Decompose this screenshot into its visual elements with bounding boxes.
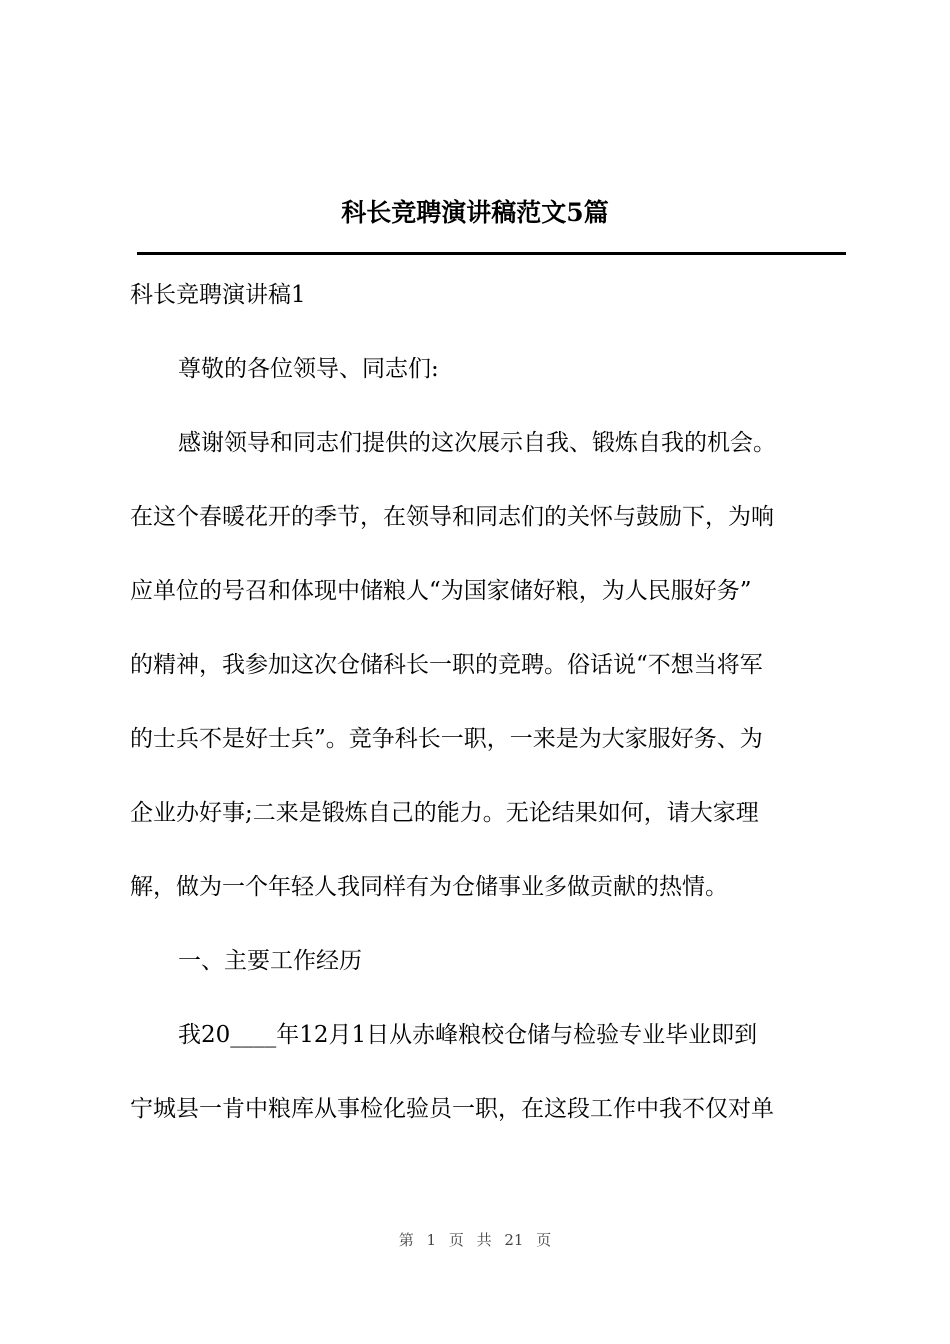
section-heading: 科长竞聘演讲稿1: [130, 282, 306, 308]
title-underline-rule: [137, 252, 846, 255]
body-line: 的精神，我参加这次仓储科长一职的竞聘。俗话说“不想当将军: [130, 652, 763, 678]
page-number-footer: 第 1 页 共 21 页: [398, 1231, 552, 1249]
body-line: 感谢领导和同志们提供的这次展示自我、锻炼自我的机会。: [178, 430, 776, 456]
body-line: 的士兵不是好士兵”。竞争科长一职，一来是为大家服好务、为: [130, 726, 763, 752]
body-line: 宁城县一肯中粮库从事检化验员一职，在这段工作中我不仅对单: [130, 1096, 774, 1122]
body-line: 企业办好事;二来是锻炼自己的能力。无论结果如何，请大家理: [130, 800, 759, 826]
body-line: 解，做为一个年轻人我同样有为仓储事业多做贡献的热情。: [130, 874, 728, 900]
subsection-heading: 一、主要工作经历: [178, 948, 362, 974]
document-title: 科长竞聘演讲稿范文5篇: [341, 198, 609, 227]
body-line: 在这个春暖花开的季节，在领导和同志们的关怀与鼓励下，为响: [130, 504, 774, 530]
document-body: [130, 275, 846, 1163]
salutation: 尊敬的各位领导、同志们:: [178, 356, 439, 382]
body-line: 我20____年12月1日从赤峰粮校仓储与检验专业毕业即到: [178, 1022, 758, 1048]
body-line: 应单位的号召和体现中储粮人“为国家储好粮，为人民服好务”: [130, 578, 752, 604]
